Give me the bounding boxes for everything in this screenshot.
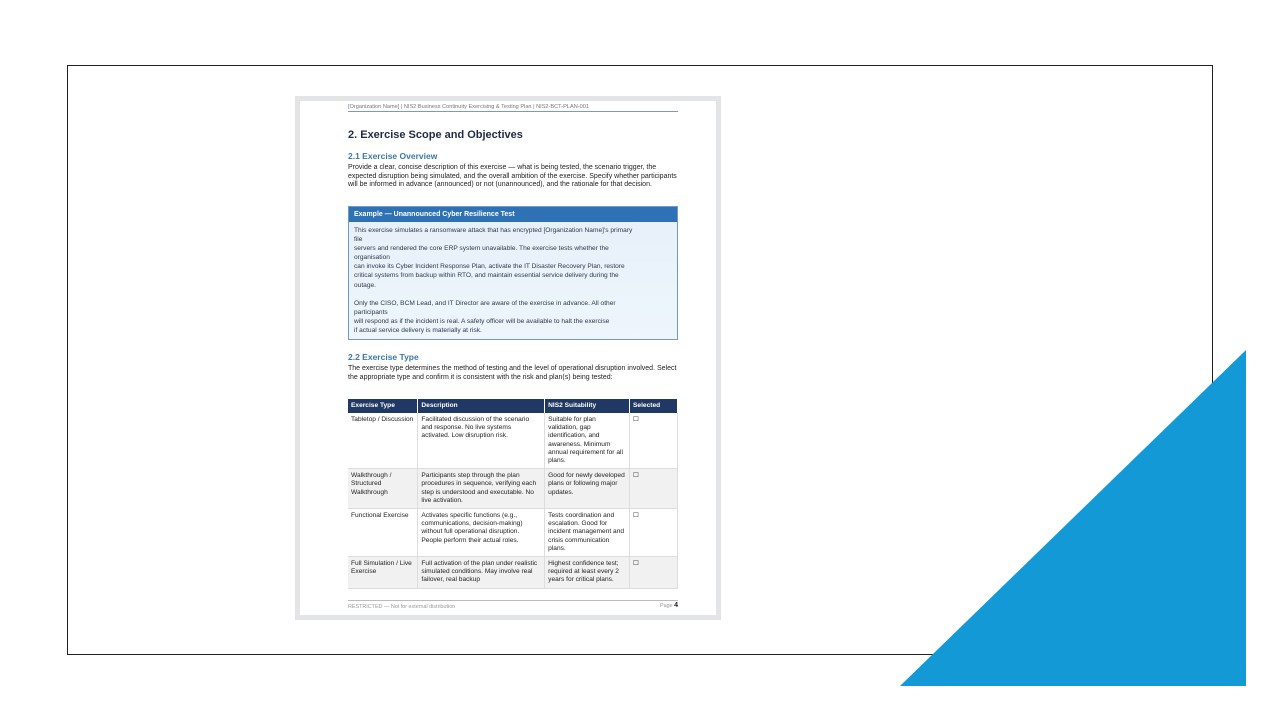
example-line: organisation: [354, 254, 390, 262]
example-line: servers and rendered the core ERP system unavailable. The exercise tests whether the: [354, 245, 609, 253]
col-header: Description: [418, 399, 545, 413]
table-cell: Highest confidence test; required at least every 2 years for critical plans.: [545, 557, 630, 589]
table-cell: Tests coordination and escalation. Good for incident management and crisis communication plans.: [545, 509, 630, 557]
page-label: Page: [660, 603, 673, 609]
table-cell: Activates specific functions (e.g., communications, decision-making) without full operational disruption. People perform their actual roles.: [418, 509, 545, 557]
document-page: [300, 101, 716, 615]
page-num: 4: [674, 602, 678, 609]
col-header: NIS2 Suitability: [545, 399, 630, 413]
table-cell: Full Simulation / Live Exercise: [348, 557, 418, 589]
example-box: [348, 206, 678, 340]
table-cell: Good for newly developed plans or following major updates.: [545, 469, 630, 509]
table-cell: Participants step through the plan procedures in sequence, verifying each step is understood and executable. No live activation.: [418, 469, 545, 509]
table-cell: Suitable for plan validation, gap identification, and awareness. Minimum annual requirement for all plans.: [545, 413, 630, 469]
overview-text: Provide a clear, concise description of this exercise — what is being tested, the scenario trigger, the expected disruption being simulated, and the overall ambition of the exercise. Specify whether participants will be informed in advance (announced) or not (unannounced), and the rationale for that decision.: [348, 164, 677, 189]
example-title: Example — Unannounced Cyber Resilience Test: [349, 207, 677, 222]
example-line: participants: [354, 308, 388, 316]
example-line: [354, 290, 672, 299]
section-title: 2. Exercise Scope and Objectives: [348, 129, 523, 141]
subsection-heading-2-1: 2.1 Exercise Overview: [348, 151, 438, 161]
table-cell: Functional Exercise: [348, 509, 418, 557]
table-cell: Walkthrough / Structured Walkthrough: [348, 469, 418, 509]
page-number: [660, 602, 678, 609]
table-row: [348, 413, 678, 469]
document-image: [295, 96, 721, 620]
example-line: file: [354, 236, 363, 244]
exercise-type-text: The exercise type determines the method of testing and the level of operational disruption involved. Select the appropriate type and confirm it is consistent with the risk and plan(s) being tested:: [348, 365, 677, 381]
table-cell: Facilitated discussion of the scenario and response. No live systems activated. Low disruption risk.: [418, 413, 545, 469]
table-cell: Tabletop / Discussion: [348, 413, 418, 469]
table-row: [348, 557, 678, 589]
example-line: critical systems from backup within RTO, and maintain essential service delivery during the: [354, 272, 619, 280]
selected-checkbox[interactable]: ☐: [630, 557, 678, 589]
example-line: Only the CISO, BCM Lead, and IT Director are aware of the exercise in advance. All other: [354, 299, 616, 307]
example-line: outage.: [354, 281, 376, 289]
example-line: if actual service delivery is materially at risk.: [354, 327, 482, 335]
exercise-type-table: [348, 399, 678, 589]
footer-classification: RESTRICTED — Not for external distribution: [348, 604, 456, 610]
selected-checkbox[interactable]: ☐: [630, 413, 678, 469]
col-header: Exercise Type: [348, 399, 418, 413]
table-row: [348, 509, 678, 557]
example-line: can invoke its Cyber Incident Response Plan, activate the IT Disaster Recovery Plan, restore: [354, 263, 625, 271]
running-header: [Organization Name] | NIS2 Business Continuity Exercising & Testing Plan | NIS2-BCT-PLAN-001: [348, 104, 678, 112]
page-footer: [348, 600, 678, 610]
example-line: This exercise simulates a ransomware attack that has encrypted [Organization Name]'s primary: [354, 227, 633, 234]
table-cell: Full activation of the plan under realistic simulated conditions. May involve real failover, real backup: [418, 557, 545, 589]
example-line: will respond as if the incident is real. A safety officer will be available to halt the exercise: [354, 317, 610, 325]
table-row: [348, 469, 678, 509]
subsection-heading-2-2: 2.2 Exercise Type: [348, 352, 419, 362]
selected-checkbox[interactable]: ☐: [630, 469, 678, 509]
col-header: Selected: [630, 399, 678, 413]
selected-checkbox[interactable]: ☐: [630, 509, 678, 557]
example-body: [349, 222, 677, 339]
